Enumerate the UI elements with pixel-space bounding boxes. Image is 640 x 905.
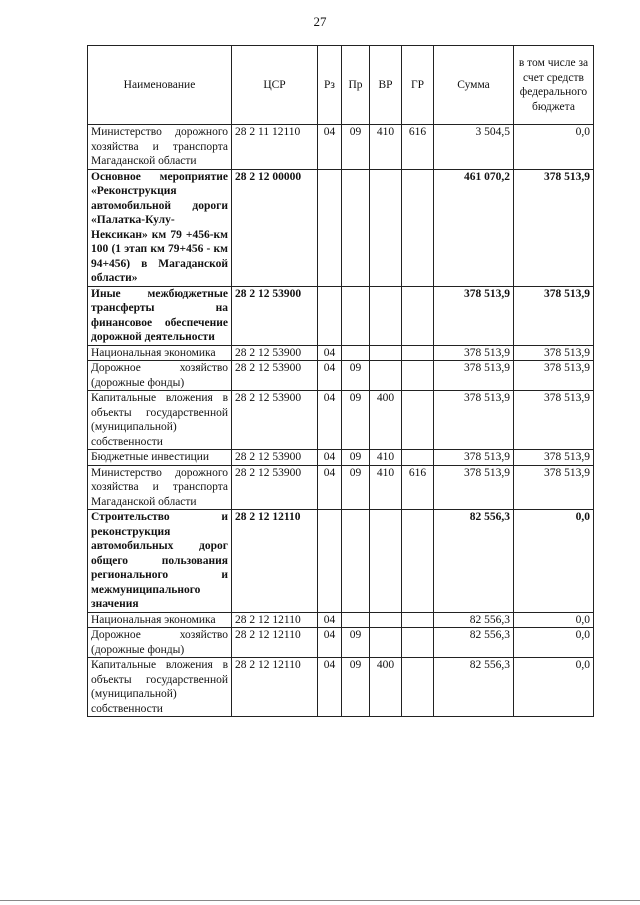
cell-rz xyxy=(318,510,342,613)
cell-name: Дорожное хозяйство (дорожные фонды) xyxy=(88,361,232,391)
cell-rz xyxy=(318,169,342,286)
cell-pr: 09 xyxy=(342,361,370,391)
page-number: 27 xyxy=(313,14,327,29)
cell-vr xyxy=(370,286,402,345)
cell-gr: 616 xyxy=(402,465,434,510)
table-row xyxy=(88,169,594,286)
cell-sum: 378 513,9 xyxy=(434,286,514,345)
cell-rz: 04 xyxy=(318,361,342,391)
cell-vr: 410 xyxy=(370,465,402,510)
cell-csr: 28 2 12 53900 xyxy=(232,361,318,391)
header-rz: Рз xyxy=(318,46,342,125)
cell-federal: 0,0 xyxy=(514,628,594,658)
cell-vr: 410 xyxy=(370,125,402,170)
cell-vr: 400 xyxy=(370,658,402,717)
cell-name: Иные межбюджетные трансферты на финансовое обеспечение дорожной деятельности xyxy=(88,286,232,345)
cell-name: Строительство и реконструкция автомобильных дорог общего пользования регионального и межмуниципального значения xyxy=(88,510,232,613)
cell-gr xyxy=(402,286,434,345)
header-gr: ГР xyxy=(402,46,434,125)
header-federal: в том числе за счет средств федерального бюджета xyxy=(514,46,594,125)
cell-federal: 378 513,9 xyxy=(514,169,594,286)
cell-gr xyxy=(402,361,434,391)
table-row xyxy=(88,391,594,450)
cell-federal: 378 513,9 xyxy=(514,361,594,391)
table-row xyxy=(88,658,594,717)
cell-sum: 378 513,9 xyxy=(434,345,514,361)
cell-pr xyxy=(342,169,370,286)
cell-federal: 0,0 xyxy=(514,125,594,170)
cell-rz: 04 xyxy=(318,658,342,717)
cell-pr xyxy=(342,510,370,613)
header-csr: ЦСР xyxy=(232,46,318,125)
table-row xyxy=(88,510,594,613)
cell-federal: 378 513,9 xyxy=(514,286,594,345)
cell-federal: 378 513,9 xyxy=(514,391,594,450)
cell-sum: 82 556,3 xyxy=(434,658,514,717)
cell-name: Министерство дорожного хозяйства и транспорта Магаданской области xyxy=(88,125,232,170)
cell-sum: 82 556,3 xyxy=(434,628,514,658)
cell-csr: 28 2 12 12110 xyxy=(232,510,318,613)
cell-gr xyxy=(402,612,434,628)
cell-rz: 04 xyxy=(318,391,342,450)
cell-sum: 378 513,9 xyxy=(434,361,514,391)
table-row xyxy=(88,450,594,466)
cell-vr xyxy=(370,628,402,658)
cell-pr xyxy=(342,612,370,628)
cell-name: Основное мероприятие «Реконструкция автомобильной дороги «Палатка-Кулу-Нексикан» км 79 +456-км 100 (1 этап км 79+456 - км 94+456) в Магаданской области» xyxy=(88,169,232,286)
cell-pr: 09 xyxy=(342,465,370,510)
table-row xyxy=(88,345,594,361)
cell-pr: 09 xyxy=(342,450,370,466)
cell-pr xyxy=(342,286,370,345)
cell-federal: 378 513,9 xyxy=(514,345,594,361)
cell-gr xyxy=(402,510,434,613)
cell-gr xyxy=(402,628,434,658)
cell-csr: 28 2 12 53900 xyxy=(232,391,318,450)
cell-federal: 0,0 xyxy=(514,510,594,613)
cell-rz: 04 xyxy=(318,465,342,510)
cell-gr xyxy=(402,391,434,450)
cell-federal: 378 513,9 xyxy=(514,465,594,510)
cell-csr: 28 2 12 53900 xyxy=(232,286,318,345)
cell-sum: 378 513,9 xyxy=(434,450,514,466)
table-row xyxy=(88,361,594,391)
budget-table xyxy=(87,45,594,717)
cell-csr: 28 2 11 12110 xyxy=(232,125,318,170)
cell-federal: 0,0 xyxy=(514,658,594,717)
cell-gr xyxy=(402,658,434,717)
page-bottom-edge xyxy=(0,900,640,901)
cell-rz: 04 xyxy=(318,125,342,170)
cell-name: Капитальные вложения в объекты государственной (муниципальной) собственности xyxy=(88,391,232,450)
cell-pr: 09 xyxy=(342,628,370,658)
cell-gr xyxy=(402,345,434,361)
cell-sum: 461 070,2 xyxy=(434,169,514,286)
table-header-row xyxy=(88,46,594,125)
cell-gr: 616 xyxy=(402,125,434,170)
cell-sum: 82 556,3 xyxy=(434,510,514,613)
header-name: Наименование xyxy=(88,46,232,125)
cell-rz: 04 xyxy=(318,628,342,658)
cell-csr: 28 2 12 53900 xyxy=(232,465,318,510)
header-pr: Пр xyxy=(342,46,370,125)
cell-name: Дорожное хозяйство (дорожные фонды) xyxy=(88,628,232,658)
table-body xyxy=(88,125,594,717)
cell-pr: 09 xyxy=(342,658,370,717)
cell-pr: 09 xyxy=(342,125,370,170)
cell-csr: 28 2 12 00000 xyxy=(232,169,318,286)
cell-rz: 04 xyxy=(318,612,342,628)
cell-name: Национальная экономика xyxy=(88,345,232,361)
cell-name: Капитальные вложения в объекты государственной (муниципальной) собственности xyxy=(88,658,232,717)
cell-vr xyxy=(370,169,402,286)
cell-csr: 28 2 12 53900 xyxy=(232,345,318,361)
table-row xyxy=(88,286,594,345)
cell-name: Министерство дорожного хозяйства и транспорта Магаданской области xyxy=(88,465,232,510)
cell-sum: 82 556,3 xyxy=(434,612,514,628)
cell-sum: 378 513,9 xyxy=(434,391,514,450)
table-row xyxy=(88,612,594,628)
cell-vr xyxy=(370,345,402,361)
cell-vr xyxy=(370,510,402,613)
cell-federal: 0,0 xyxy=(514,612,594,628)
cell-vr xyxy=(370,612,402,628)
header-vr: ВР xyxy=(370,46,402,125)
cell-rz: 04 xyxy=(318,450,342,466)
cell-pr: 09 xyxy=(342,391,370,450)
cell-gr xyxy=(402,450,434,466)
cell-csr: 28 2 12 12110 xyxy=(232,612,318,628)
table-row xyxy=(88,628,594,658)
cell-name: Бюджетные инвестиции xyxy=(88,450,232,466)
cell-csr: 28 2 12 12110 xyxy=(232,658,318,717)
cell-vr xyxy=(370,361,402,391)
cell-rz: 04 xyxy=(318,345,342,361)
cell-csr: 28 2 12 12110 xyxy=(232,628,318,658)
header-sum: Сумма xyxy=(434,46,514,125)
cell-rz xyxy=(318,286,342,345)
cell-sum: 3 504,5 xyxy=(434,125,514,170)
cell-csr: 28 2 12 53900 xyxy=(232,450,318,466)
cell-vr: 400 xyxy=(370,391,402,450)
cell-gr xyxy=(402,169,434,286)
cell-sum: 378 513,9 xyxy=(434,465,514,510)
cell-pr xyxy=(342,345,370,361)
table-row xyxy=(88,465,594,510)
cell-federal: 378 513,9 xyxy=(514,450,594,466)
cell-name: Национальная экономика xyxy=(88,612,232,628)
table-row xyxy=(88,125,594,170)
cell-vr: 410 xyxy=(370,450,402,466)
